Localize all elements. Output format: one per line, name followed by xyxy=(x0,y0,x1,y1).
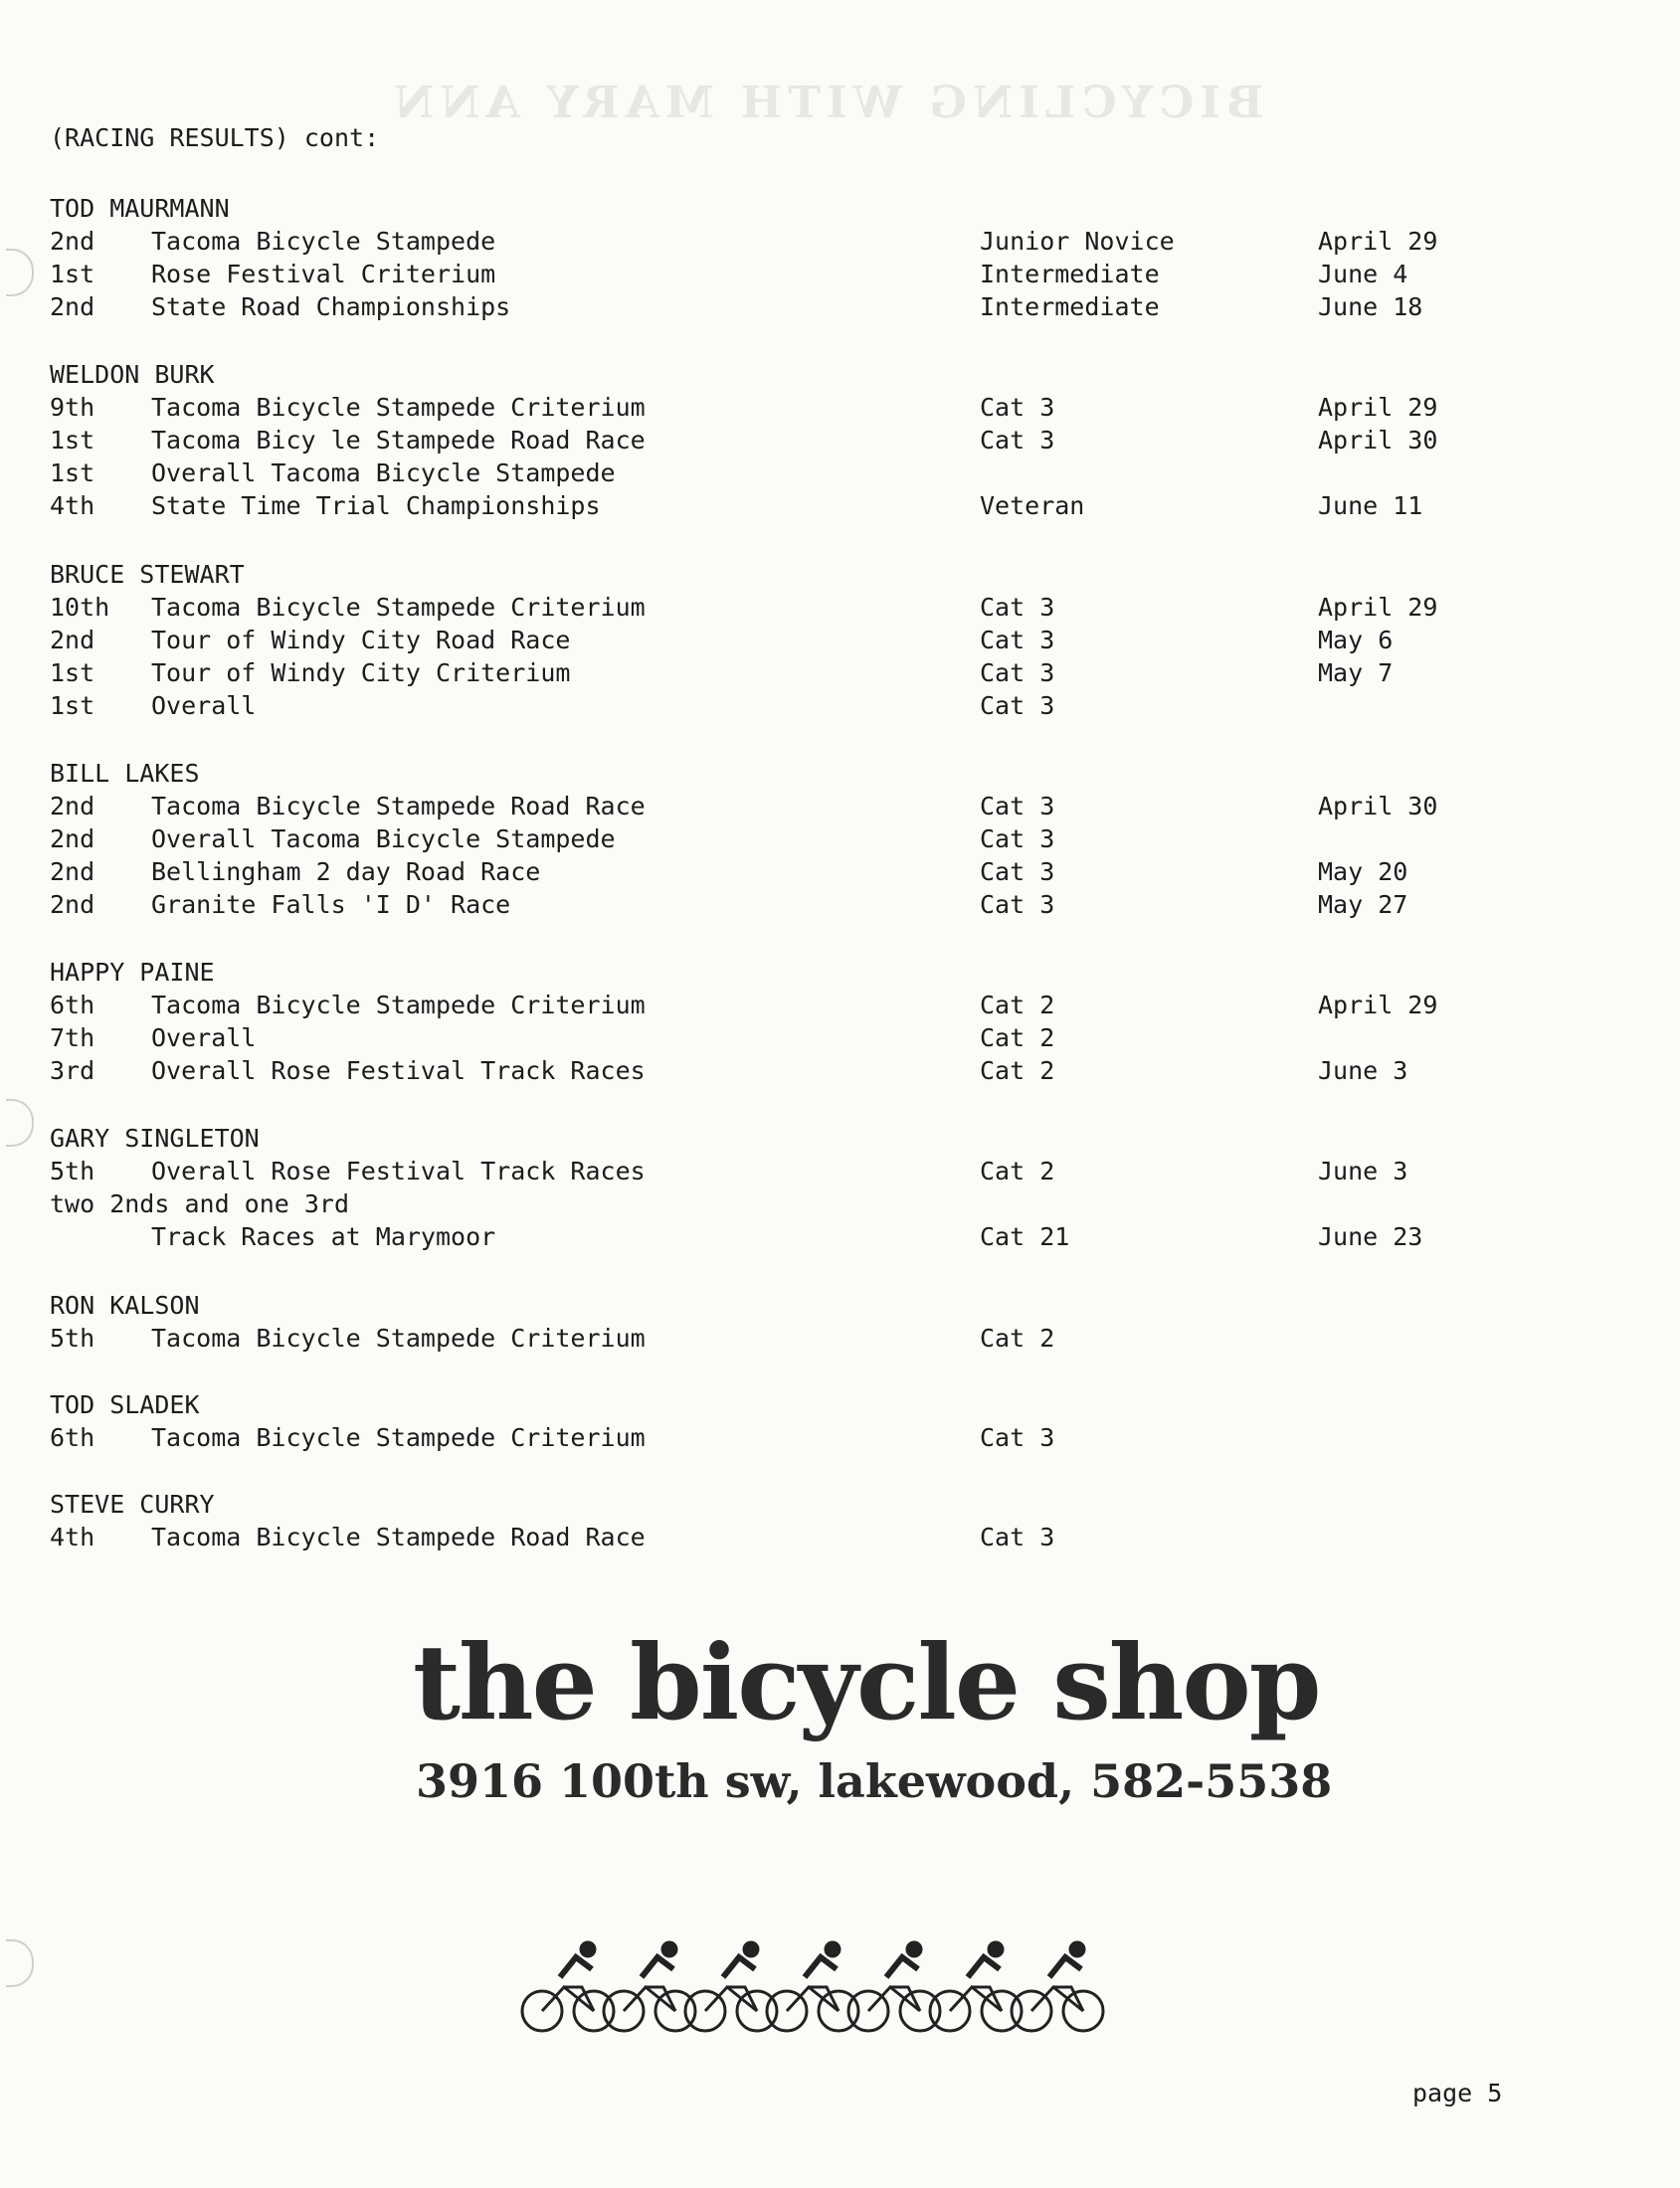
result-row xyxy=(50,857,1542,889)
binder-hole xyxy=(6,1099,34,1147)
result-place: 2nd xyxy=(50,227,95,256)
result-date: June 23 xyxy=(1318,1222,1423,1251)
result-category: Cat 3 xyxy=(980,792,1055,820)
result-place: 1st xyxy=(50,426,95,455)
result-category: Cat 3 xyxy=(980,691,1055,720)
result-date: April 29 xyxy=(1318,593,1438,622)
result-place: 9th xyxy=(50,393,95,422)
result-event: Tacoma Bicycle Stampede Criterium xyxy=(151,1423,646,1452)
result-category: Intermediate xyxy=(980,292,1160,321)
result-place: 6th xyxy=(50,1423,95,1452)
cyclist-icon xyxy=(848,1942,940,2031)
result-date: June 3 xyxy=(1318,1056,1408,1085)
result-category: Cat 3 xyxy=(980,890,1055,919)
result-row xyxy=(50,1222,1542,1254)
result-date: May 6 xyxy=(1318,626,1394,654)
result-place: 6th xyxy=(50,991,95,1019)
rider-name: TOD MAURMANN xyxy=(50,194,230,223)
result-event: Tacoma Bicycle Stampede Criterium xyxy=(151,991,646,1019)
result-date: June 4 xyxy=(1318,260,1408,288)
cyclist-icon xyxy=(767,1942,858,2031)
result-row xyxy=(50,1523,1542,1554)
result-category: Cat 3 xyxy=(980,393,1055,422)
rider-name: HAPPY PAINE xyxy=(50,958,215,987)
result-row xyxy=(50,824,1542,856)
rider-name: WELDON BURK xyxy=(50,360,215,389)
result-place: 1st xyxy=(50,260,95,288)
result-date: April 29 xyxy=(1318,393,1438,422)
result-event: Track Races at Marymoor xyxy=(151,1222,496,1251)
result-place: 2nd xyxy=(50,890,95,919)
rider-name: BILL LAKES xyxy=(50,759,200,788)
result-category: Cat 3 xyxy=(980,857,1055,886)
section-title: (RACING RESULTS) cont: xyxy=(50,123,380,152)
result-place: 2nd xyxy=(50,292,95,321)
result-place: 2nd xyxy=(50,857,95,886)
result-event: Tacoma Bicycle Stampede Road Race xyxy=(151,1523,646,1551)
result-row xyxy=(50,1324,1542,1356)
result-row xyxy=(50,227,1542,259)
result-place: 5th xyxy=(50,1324,95,1353)
result-category: Cat 3 xyxy=(980,593,1055,622)
result-event: Tacoma Bicycle Stampede Road Race xyxy=(151,792,646,820)
result-category: Cat 3 xyxy=(980,626,1055,654)
bleed-through-heading: BICYCLING WITH MARY ANN xyxy=(388,78,1264,128)
result-row xyxy=(50,1423,1542,1455)
result-place: 4th xyxy=(50,491,95,520)
result-place: 3rd xyxy=(50,1056,95,1085)
result-date: April 29 xyxy=(1318,227,1438,256)
result-row xyxy=(50,691,1542,723)
result-event: Tacoma Bicy le Stampede Road Race xyxy=(151,426,646,455)
result-event: Rose Festival Criterium xyxy=(151,260,496,288)
result-category: Cat 2 xyxy=(980,1157,1055,1185)
result-event: Tour of Windy City Criterium xyxy=(151,658,571,687)
result-row xyxy=(50,1056,1542,1088)
result-place: 2nd xyxy=(50,626,95,654)
result-event: Granite Falls 'I D' Race xyxy=(151,890,511,919)
result-place: 2nd xyxy=(50,792,95,820)
result-row xyxy=(50,593,1542,625)
result-place: 7th xyxy=(50,1023,95,1052)
result-row xyxy=(50,426,1542,457)
result-category: Cat 3 xyxy=(980,1523,1055,1551)
result-row xyxy=(50,292,1542,324)
result-date: May 27 xyxy=(1318,890,1408,919)
result-row xyxy=(50,991,1542,1022)
rider-name: TOD SLADEK xyxy=(50,1390,200,1419)
page-number: page 5 xyxy=(1412,2079,1503,2107)
result-row xyxy=(50,1023,1542,1055)
result-row xyxy=(50,658,1542,690)
result-category: Cat 3 xyxy=(980,824,1055,853)
result-date: May 7 xyxy=(1318,658,1394,687)
result-category: Cat 3 xyxy=(980,1423,1055,1452)
result-event: Tacoma Bicycle Stampede Criterium xyxy=(151,593,646,622)
result-category: Cat 2 xyxy=(980,1324,1055,1353)
binder-hole xyxy=(6,249,34,296)
result-date: April 30 xyxy=(1318,792,1438,820)
result-row xyxy=(50,260,1542,291)
result-category: Cat 3 xyxy=(980,658,1055,687)
result-category: Cat 21 xyxy=(980,1222,1070,1251)
result-place: 1st xyxy=(50,691,95,720)
result-row xyxy=(50,491,1542,523)
cyclist-icon xyxy=(522,1942,614,2031)
result-event: Overall Tacoma Bicycle Stampede xyxy=(151,824,616,853)
result-category: Intermediate xyxy=(980,260,1160,288)
result-date: April 29 xyxy=(1318,991,1438,1019)
rider-name: RON KALSON xyxy=(50,1291,200,1320)
cyclist-icon xyxy=(685,1942,777,2031)
result-row xyxy=(50,626,1542,657)
result-event: Bellingham 2 day Road Race xyxy=(151,857,541,886)
result-place: 4th xyxy=(50,1523,95,1551)
result-place: 10th xyxy=(50,593,110,622)
result-place: 2nd xyxy=(50,824,95,853)
result-note: two 2nds and one 3rd xyxy=(50,1189,350,1218)
result-date: May 20 xyxy=(1318,857,1408,886)
cyclist-icon xyxy=(1012,1942,1103,2031)
result-date: June 18 xyxy=(1318,292,1423,321)
result-event: Overall Rose Festival Track Races xyxy=(151,1056,646,1085)
result-date: June 11 xyxy=(1318,491,1423,520)
cyclists-illustration xyxy=(512,1929,1129,2039)
rider-name: STEVE CURRY xyxy=(50,1490,215,1519)
rider-name: BRUCE STEWART xyxy=(50,560,245,589)
result-category: Cat 2 xyxy=(980,1056,1055,1085)
shop-name: the bicycle shop xyxy=(413,1621,1320,1743)
cyclist-icon xyxy=(930,1942,1022,2031)
result-category: Veteran xyxy=(980,491,1085,520)
rider-name: GARY SINGLETON xyxy=(50,1124,260,1153)
result-place: 1st xyxy=(50,458,95,487)
result-event: Overall Rose Festival Track Races xyxy=(151,1157,646,1185)
shop-address: 3916 100th sw, lakewood, 582-5538 xyxy=(416,1754,1333,1808)
result-date: April 30 xyxy=(1318,426,1438,455)
result-place: 1st xyxy=(50,658,95,687)
result-event: Overall xyxy=(151,691,257,720)
cyclist-icon xyxy=(604,1942,695,2031)
result-category: Junior Novice xyxy=(980,227,1175,256)
result-category: Cat 3 xyxy=(980,426,1055,455)
result-category: Cat 2 xyxy=(980,991,1055,1019)
result-place: 5th xyxy=(50,1157,95,1185)
result-date: June 3 xyxy=(1318,1157,1408,1185)
result-event: Tacoma Bicycle Stampede xyxy=(151,227,496,256)
result-event: Tacoma Bicycle Stampede Criterium xyxy=(151,1324,646,1353)
result-row xyxy=(50,890,1542,922)
result-row xyxy=(50,792,1542,823)
result-category: Cat 2 xyxy=(980,1023,1055,1052)
result-event: State Road Championships xyxy=(151,292,511,321)
result-event: Overall xyxy=(151,1023,257,1052)
result-event: Tacoma Bicycle Stampede Criterium xyxy=(151,393,646,422)
result-event: Overall Tacoma Bicycle Stampede xyxy=(151,458,616,487)
result-row xyxy=(50,393,1542,425)
result-event: State Time Trial Championships xyxy=(151,491,601,520)
result-row xyxy=(50,458,1542,490)
binder-hole xyxy=(6,1939,34,1987)
result-row xyxy=(50,1157,1542,1188)
result-event: Tour of Windy City Road Race xyxy=(151,626,571,654)
